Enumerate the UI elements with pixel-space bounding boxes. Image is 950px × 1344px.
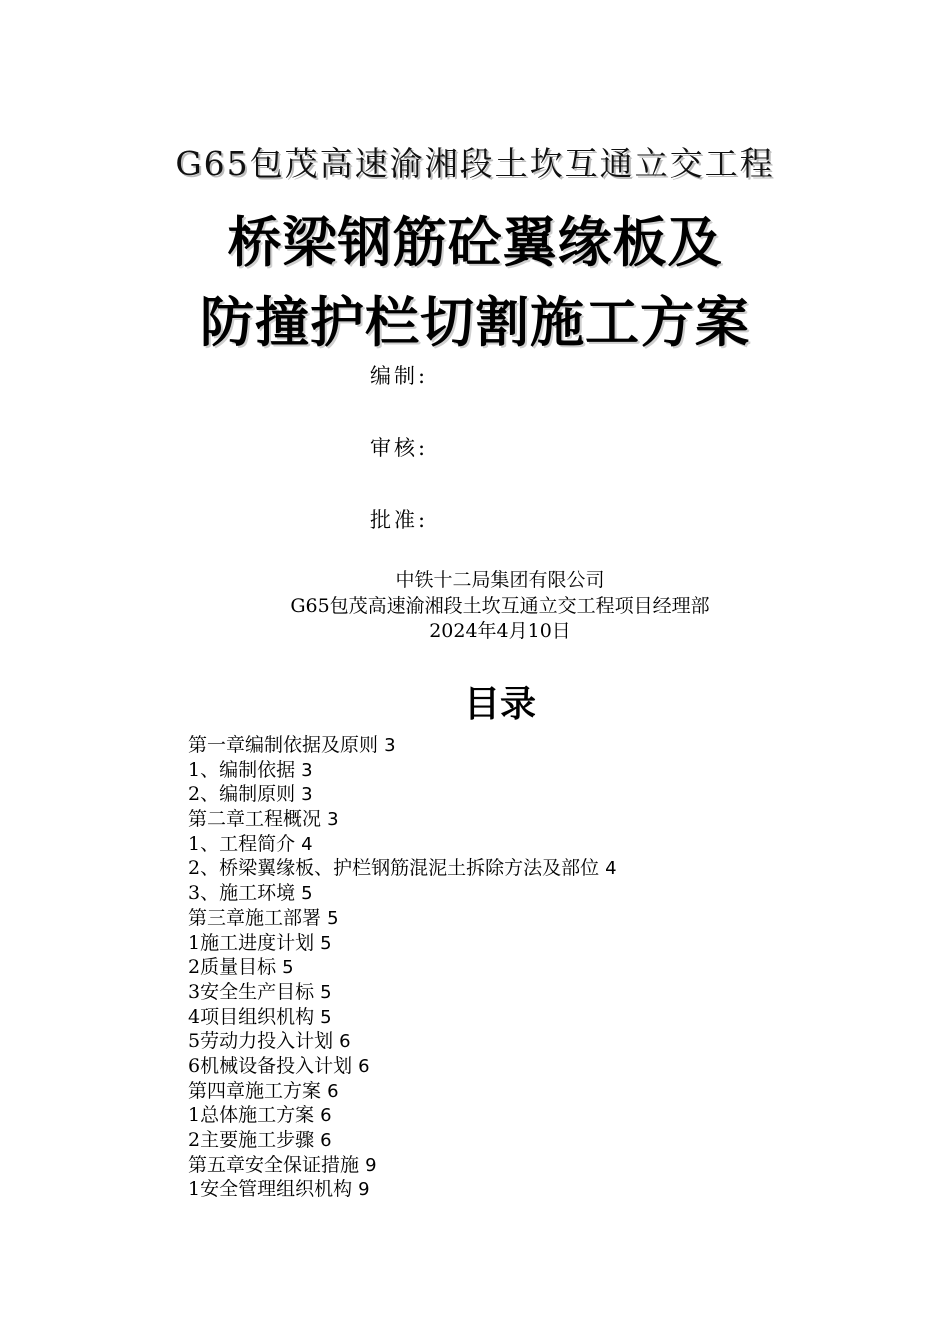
project-department: G65包茂高速渝湘段土坎互通立交工程项目经理部 [290, 595, 710, 617]
toc-entry-title: 5劳动力投入计划 [188, 1030, 334, 1053]
toc-entry[interactable] [188, 1029, 617, 1054]
toc-entry-title: 3安全生产目标 [188, 980, 315, 1003]
table-of-contents [188, 733, 617, 1202]
toc-entry-page: 5 [320, 981, 332, 1003]
toc-entry-title: 4项目组织机构 [188, 1005, 315, 1028]
toc-entry[interactable] [188, 881, 617, 906]
toc-entry-page: 9 [358, 1179, 370, 1201]
toc-entry[interactable] [188, 955, 617, 980]
toc-entry-page: 5 [320, 932, 332, 954]
compiled-by-label: 编制: [370, 364, 429, 388]
toc-entry-title: 第一章编制依据及原则 [188, 734, 379, 756]
toc-entry[interactable] [188, 1128, 617, 1153]
toc-entry[interactable] [188, 1005, 617, 1030]
toc-entry-page: 5 [327, 907, 339, 929]
toc-entry[interactable] [188, 906, 617, 931]
toc-entry-title: 第三章施工部署 [188, 906, 322, 929]
toc-entry-page: 3 [384, 735, 396, 756]
document-date: 2024年4月10日 [429, 620, 571, 642]
toc-entry[interactable] [188, 1054, 617, 1079]
approved-by-label: 批准: [370, 508, 429, 532]
toc-entry[interactable] [188, 980, 617, 1005]
reviewed-by-label: 审核: [370, 436, 429, 460]
toc-entry-page: 6 [358, 1055, 370, 1077]
toc-entry-page: 4 [605, 858, 617, 880]
toc-entry-title: 3、施工环境 [188, 882, 296, 905]
toc-entry-page: 6 [339, 1031, 351, 1053]
toc-entry-page: 9 [365, 1154, 377, 1176]
toc-entry-title: 1总体施工方案 [188, 1104, 315, 1127]
toc-heading: 目录 [463, 684, 536, 725]
toc-entry[interactable] [188, 832, 617, 857]
toc-entry-page: 5 [320, 1006, 332, 1028]
toc-entry-title: 2质量目标 [188, 956, 277, 979]
toc-entry-title: 第五章安全保证措施 [188, 1153, 360, 1176]
toc-entry-title: 1、编制依据 [188, 758, 296, 781]
organization-name: 中铁十二局集团有限公司 [395, 569, 605, 591]
toc-entry-title: 2、编制原则 [188, 783, 296, 806]
toc-entry-page: 4 [301, 833, 313, 855]
toc-entry[interactable] [188, 758, 617, 783]
toc-entry[interactable] [188, 1079, 617, 1104]
toc-entry[interactable] [188, 856, 617, 881]
toc-entry[interactable] [188, 807, 617, 832]
toc-entry-title: 1安全管理组织机构 [188, 1178, 353, 1201]
toc-entry-page: 3 [301, 784, 313, 806]
toc-entry[interactable] [188, 1103, 617, 1128]
toc-entry-page: 3 [327, 809, 339, 831]
toc-entry-page: 6 [327, 1080, 339, 1102]
plan-title-line-2: 防撞护栏切割施工方案 [200, 291, 750, 354]
toc-entry-page: 6 [320, 1105, 332, 1127]
toc-entry-title: 1、工程简介 [188, 832, 296, 855]
project-title: G65包茂高速渝湘段土坎互通立交工程 [175, 144, 775, 183]
toc-entry[interactable] [188, 931, 617, 956]
toc-entry-title: 第二章工程概况 [188, 808, 322, 831]
toc-entry-page: 3 [301, 759, 313, 781]
toc-entry-title: 2、桥梁翼缘板、护栏钢筋混泥土拆除方法及部位 [188, 857, 600, 880]
toc-entry-title: 第四章施工方案 [188, 1079, 322, 1102]
toc-entry[interactable] [188, 782, 617, 807]
toc-entry-page: 5 [282, 957, 294, 979]
toc-entry-title: 6机械设备投入计划 [188, 1054, 353, 1077]
toc-entry[interactable] [188, 1177, 617, 1202]
toc-entry[interactable] [188, 1153, 617, 1178]
toc-entry-title: 1施工进度计划 [188, 931, 315, 954]
toc-entry-title: 2主要施工步骤 [188, 1129, 315, 1151]
toc-entry-page: 5 [301, 883, 313, 905]
toc-entry[interactable] [188, 733, 617, 758]
plan-title-line-1: 桥梁钢筋砼翼缘板及 [227, 211, 723, 274]
toc-entry-page: 6 [320, 1130, 332, 1151]
